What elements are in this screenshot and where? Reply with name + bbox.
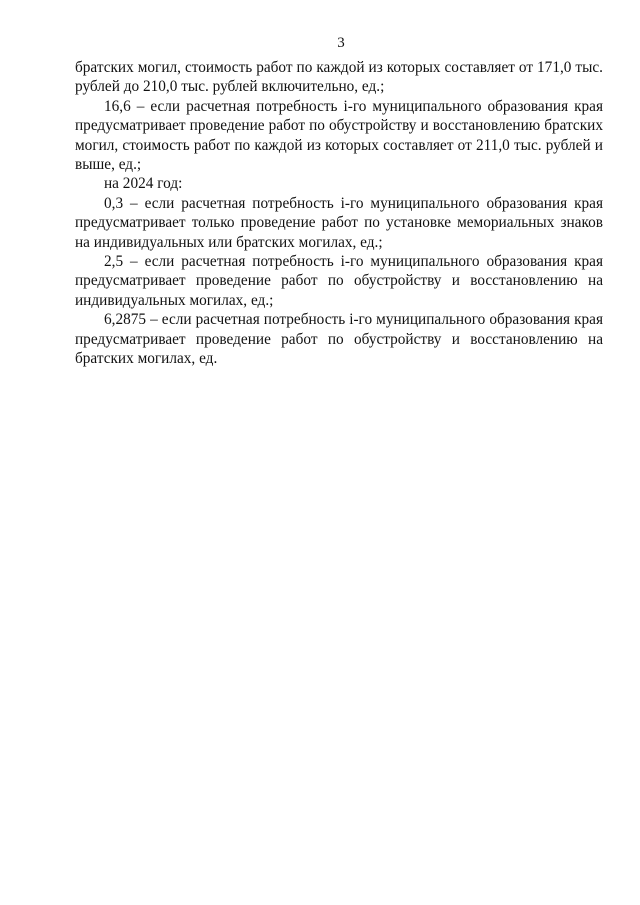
paragraph-coefficient-2-5: 2,5 – если расчетная потребность i-го муниципального образования края предусматривает проведение работ по обустройству и восстановлению на индивидуальных могилах, ед.; <box>75 253 603 309</box>
paragraph-coefficient-16-6: 16,6 – если расчетная потребность i-го муниципального образования края предусматривает проведение работ по обустройству и восстановлению братских могил, стоимость работ по каждой из которых составляет от 211,0 тыс. рублей и выше, ед.; <box>75 97 603 174</box>
paragraph-coefficient-6-2875: 6,2875 – если расчетная потребность i-го муниципального образования края предусматривает проведение работ по обустройству и восстановлению на братских могилах, ед. <box>75 311 603 368</box>
document-body <box>75 58 603 369</box>
paragraph-coefficient-0-3: 0,3 – если расчетная потребность i-го муниципального образования края предусматривает только проведение работ по установке мемориальных знаков на индивидуальных или братских могилах, ед.; <box>75 194 603 251</box>
page-number: 3 <box>337 35 345 51</box>
paragraph-continuation: братских могил, стоимость работ по каждой из которых составляет от 171,0 тыс. рублей до 210,0 тыс. рублей включительно, ед.; <box>75 59 603 96</box>
paragraph-year-2024-heading: на 2024 год: <box>104 175 183 193</box>
